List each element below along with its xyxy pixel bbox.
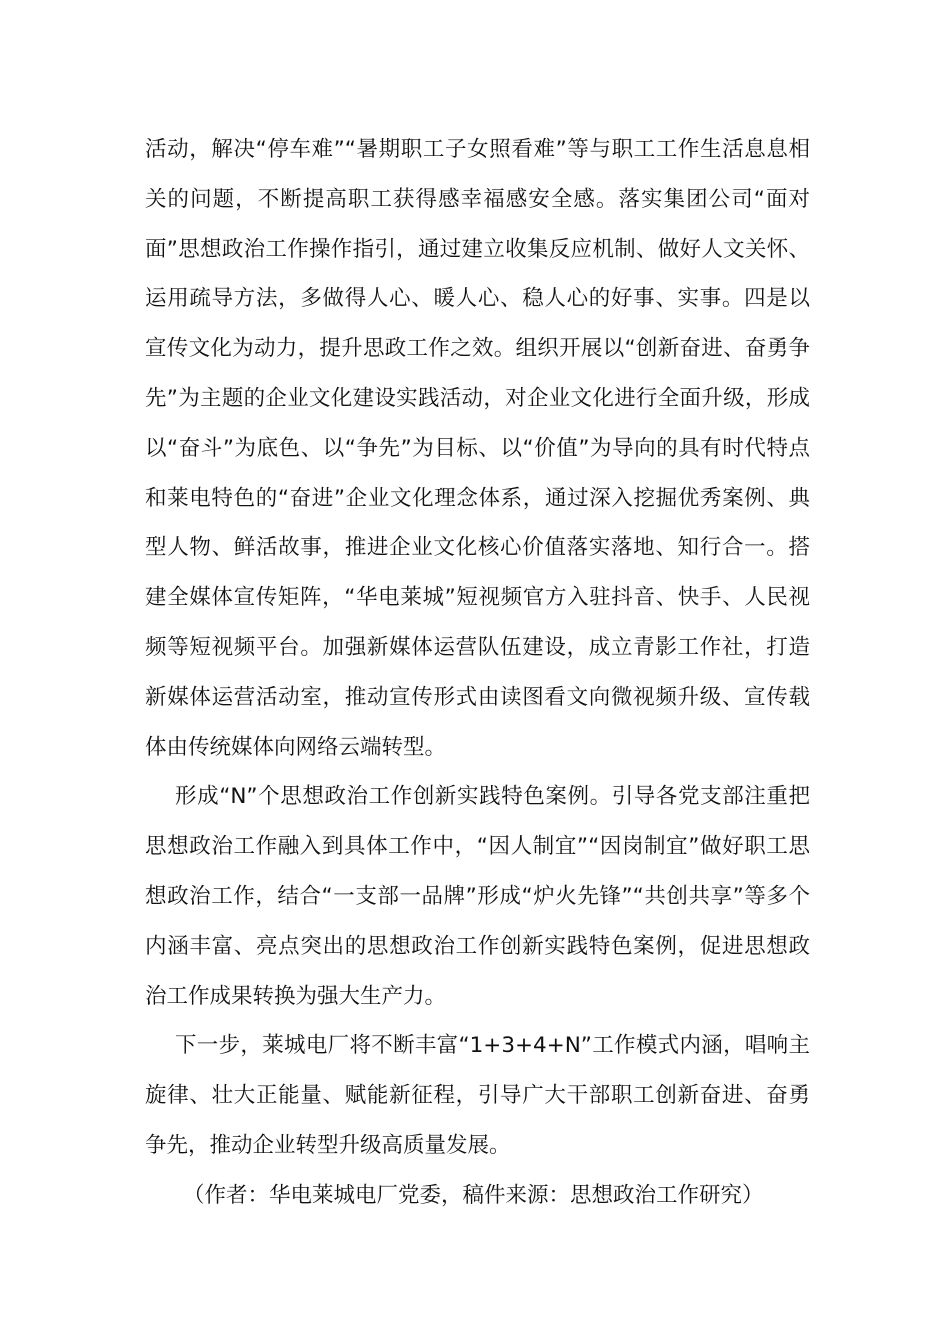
document-body [145, 125, 810, 1221]
paragraph-continued: 活动，解决“停车难”“暑期职工子女照看难”等与职工工作生活息息相关的问题，不断提高职工获得感幸福感安全感。落实集团公司“面对面”思想政治工作操作指引，通过建立收集反应机制、做好人文关怀、运用疏导方法，多做得人心、暖人心、稳人心的好事、实事。四是以宣传文化为动力，提升思政工作之效。组织开展以“创新奋进、奋勇争先”为主题的企业文化建设实践活动，对企业文化进行全面升级，形成以“奋斗”为底色、以“争先”为目标、以“价值”为导向的具有时代特点和莱电特色的“奋进”企业文化理念体系，通过深入挖掘优秀案例、典型人物、鲜活故事，推进企业文化核心价值落实落地、知行合一。搭建全媒体宣传矩阵，“华电莱城”短视频官方入驻抖音、快手、人民视频等短视频平台。加强新媒体运营队伍建设，成立青影工作社，打造新媒体运营活动室，推动宣传形式由读图看文向微视频升级、宣传载体由传统媒体向网络云端转型。 [145, 137, 810, 760]
paragraph-n-cases: 形成“N”个思想政治工作创新实践特色案例。引导各党支部注重把思想政治工作融入到具体工作中，“因人制宜”“因岗制宜”做好职工思想政治工作，结合“一支部一品牌”形成“炉火先锋”“共创共享”等多个内涵丰富、亮点突出的思想政治工作创新实践特色案例，促进思想政治工作成果转换为强大生产力。 [145, 784, 810, 1009]
author-byline: （作者：华电莱城电厂党委，稿件来源：思想政治工作研究） [183, 1182, 764, 1208]
paragraph-next-step: 下一步，莱城电厂将不断丰富“1+3+4+N”工作模式内涵，唱响主旋律、壮大正能量、赋能新征程，引导广大干部职工创新奋进、奋勇争先，推动企业转型升级高质量发展。 [145, 1033, 810, 1158]
